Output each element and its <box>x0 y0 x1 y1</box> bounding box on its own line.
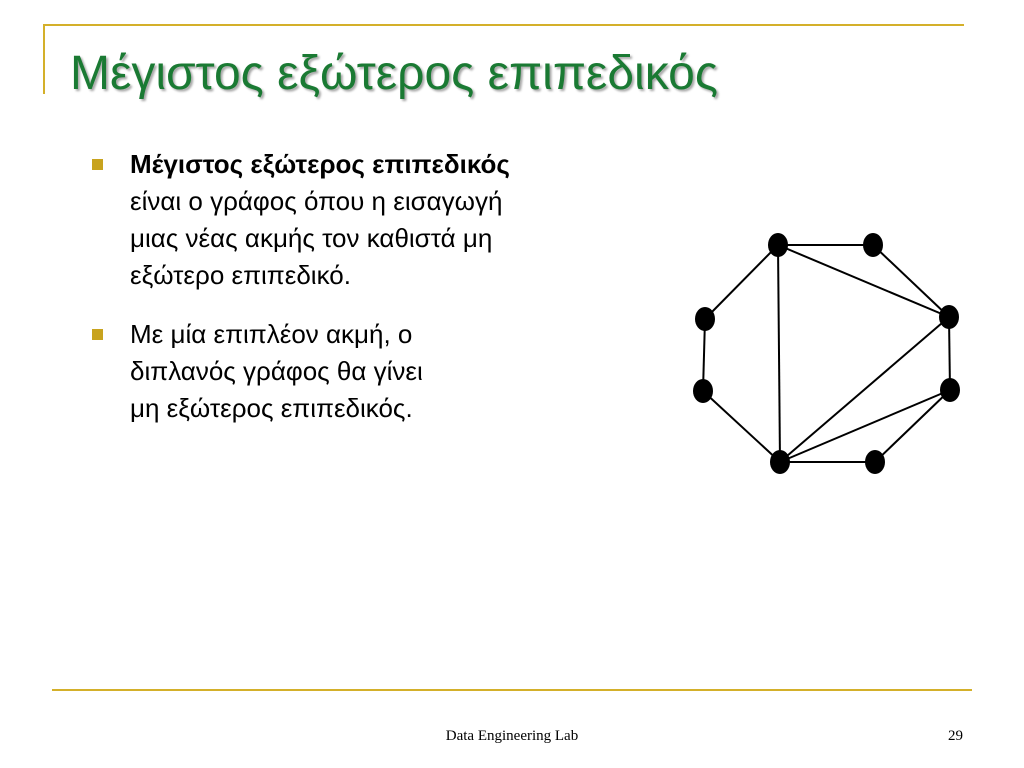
footer-divider <box>52 689 972 691</box>
graph-edge-5-3 <box>780 390 950 462</box>
slide-title: Μέγιστος εξώτερος επιπεδικός <box>70 47 718 100</box>
graph-node-5 <box>770 450 790 474</box>
graph-node-1 <box>863 233 883 257</box>
graph-edge-0-5 <box>778 245 780 462</box>
bullet-line: είναι ο γράφος όπου η εισαγωγή <box>130 186 503 216</box>
graph-node-0 <box>768 233 788 257</box>
graph-node-2 <box>939 305 959 329</box>
graph-node-7 <box>695 307 715 331</box>
bullet-line: μιας νέας ακμής τον καθιστά μη <box>130 223 493 253</box>
bullet-item-definition <box>88 146 648 294</box>
frame-left-border <box>43 24 45 94</box>
bullet-line: μη εξώτερος επιπεδικός. <box>130 393 413 423</box>
graph-edge-0-2 <box>778 245 949 317</box>
graph-node-4 <box>865 450 885 474</box>
graph-edge-5-2 <box>780 317 949 462</box>
bullet-line: διπλανός γράφος θα γίνει <box>130 356 423 386</box>
square-bullet-icon <box>92 329 103 340</box>
bullet-list <box>88 146 648 449</box>
graph-edge-1-2 <box>873 245 949 317</box>
square-bullet-icon <box>92 159 103 170</box>
graph-edge-7-0 <box>705 245 778 319</box>
footer-lab-name: Data Engineering Lab <box>445 728 579 744</box>
page-number: 29 <box>948 728 963 744</box>
bullet-line: εξώτερο επιπεδικό. <box>130 260 351 290</box>
frame-top-border <box>43 24 964 26</box>
graph-node-6 <box>693 379 713 403</box>
graph-edge-5-6 <box>703 391 780 462</box>
outerplanar-graph-diagram <box>680 220 980 490</box>
graph-node-3 <box>940 378 960 402</box>
bullet-line: Με μία επιπλέον ακμή, ο <box>130 319 413 349</box>
bullet-item-extra-edge <box>88 316 648 427</box>
graph-edge-3-4 <box>875 390 950 462</box>
bullet-line: Μέγιστος εξώτερος επιπεδικός <box>130 149 510 179</box>
